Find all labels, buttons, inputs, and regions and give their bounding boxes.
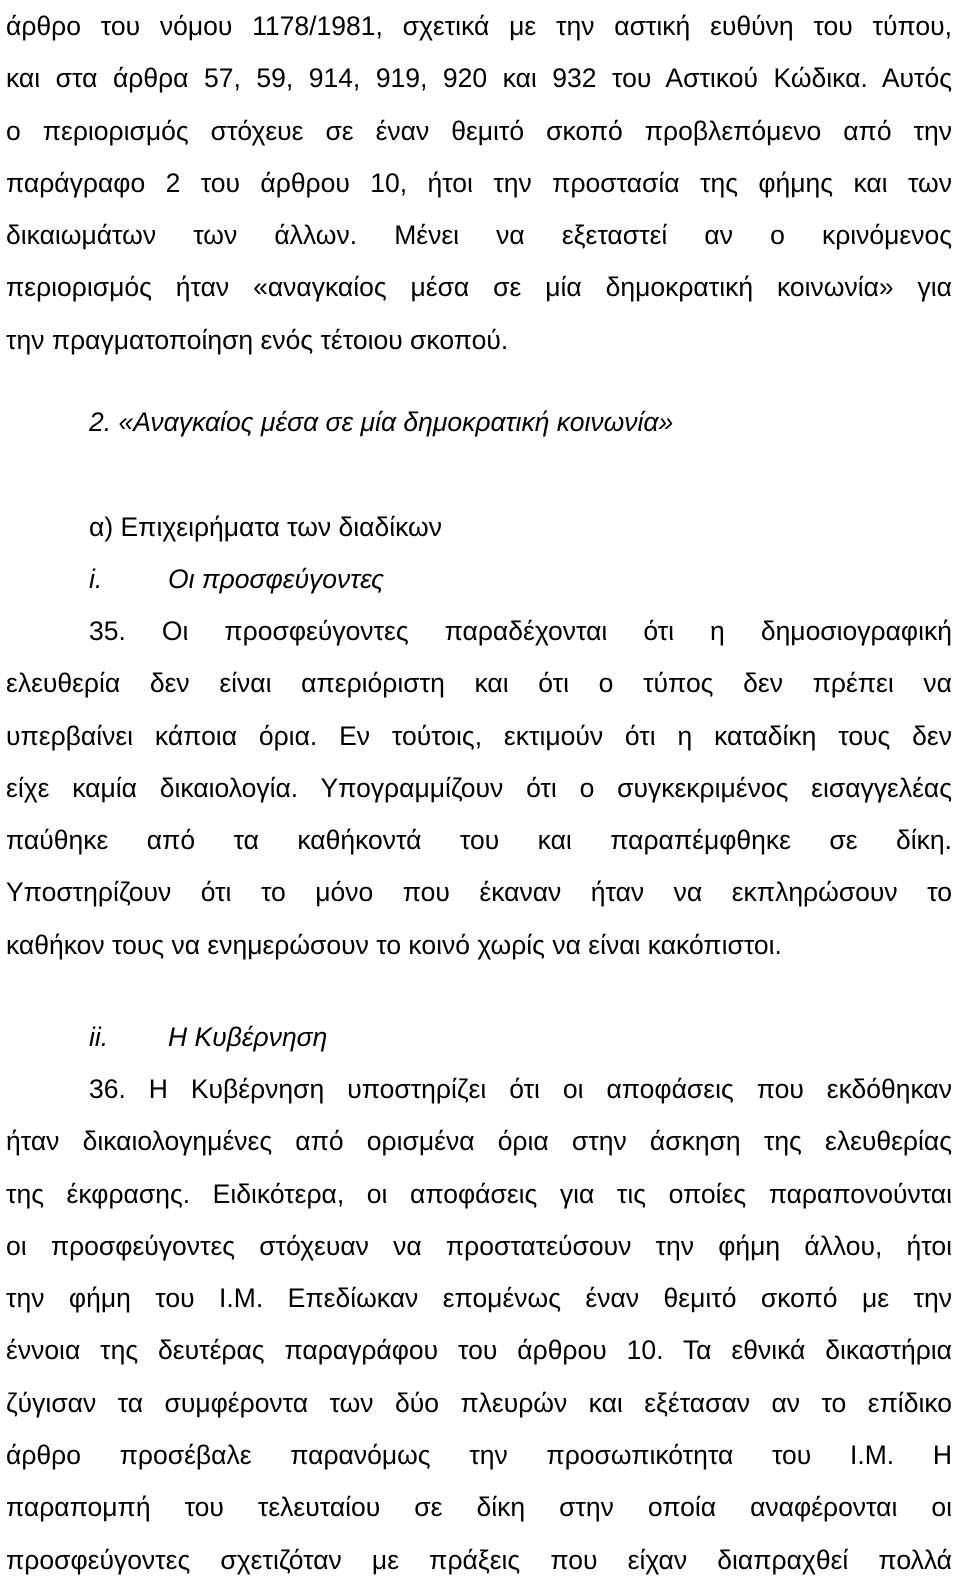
text-line: έννοια της δευτέρας παραγράφου του άρθρου 10. Τα εθνικά δικαστήρια xyxy=(6,1335,952,1366)
text-line: οι προσφεύγοντες στόχευαν να προστατεύσουν την φήμη άλλου, ήτοι xyxy=(6,1230,952,1261)
text-line: περιορισμός ήταν «αναγκαίος μέσα σε μία δημοκρατική κοινωνία» για xyxy=(6,272,952,303)
text-line: Υποστηρίζουν ότι το μόνο που έκαναν ήταν να εκπληρώσουν το xyxy=(6,877,952,908)
item-number: i. xyxy=(89,564,103,594)
text-line: την πραγματοποίηση ενός τέτοιου σκοπού. xyxy=(6,324,509,355)
text-line: ήταν δικαιολογημένες από ορισμένα όρια στην άσκηση της ελευθερίας xyxy=(6,1126,952,1157)
item-number: ii. xyxy=(89,1022,109,1052)
item-title: Οι προσφεύγοντες xyxy=(168,564,384,594)
text-line: και στα άρθρα 57, 59, 914, 919, 920 και 932 του Αστικού Κώδικα. Αυτός xyxy=(6,63,952,94)
text-line: προσφεύγοντες σχετιζόταν με πράξεις που είχαν διαπραχθεί πολλά xyxy=(6,1544,952,1575)
text-line: παύθηκε από τα καθήκοντά του και παραπέμφθηκε σε δίκη. xyxy=(6,825,952,856)
text-line: παραπομπή του τελευταίου σε δίκη στην οποία αναφέρονται οι xyxy=(6,1492,952,1523)
paragraph-top xyxy=(6,0,952,366)
paragraph-35 xyxy=(6,605,952,971)
item-title: Η Κυβέρνηση xyxy=(168,1022,328,1052)
subsection-heading: α) Επιχειρήματα των διαδίκων xyxy=(89,512,443,542)
paragraph-36 xyxy=(6,1063,952,1586)
text-line: άρθρο προσέβαλε παρανόμως την προσωπικότητα του Ι.Μ. Η xyxy=(6,1440,952,1471)
text-line: υπερβαίνει κάποια όρια. Εν τούτοις, εκτιμούν ότι η καταδίκη τους δεν xyxy=(6,720,952,751)
text-line: την φήμη του Ι.Μ. Επεδίωκαν επομένως έναν θεμιτό σκοπό με την xyxy=(6,1283,952,1314)
section-heading: 2. «Αναγκαίος μέσα σε μία δημοκρατική κοινωνία» xyxy=(89,407,674,437)
text-line: ελευθερία δεν είναι απεριόριστη και ότι ο τύπος δεν πρέπει να xyxy=(6,668,952,699)
text-line: άρθρο του νόμου 1178/1981, σχετικά με την αστική ευθύνη του τύπου, xyxy=(6,11,952,41)
text-line: ο περιορισμός στόχευε σε έναν θεμιτό σκοπό προβλεπόμενο από την xyxy=(6,115,952,146)
text-line: ζύγισαν τα συμφέροντα των δύο πλευρών και εξέτασαν αν το επίδικο xyxy=(6,1387,952,1418)
text-line: είχε καμία δικαιολογία. Υπογραμμίζουν ότι ο συγκεκριμένος εισαγγελέας xyxy=(6,772,952,803)
text-line: παράγραφο 2 του άρθρου 10, ήτοι την προστασία της φήμης και των xyxy=(6,167,952,198)
text-line: 36. Η Κυβέρνηση υποστηρίζει ότι οι αποφάσεις που εκδόθηκαν xyxy=(89,1074,952,1104)
text-line: της έκφρασης. Ειδικότερα, οι αποφάσεις για τις οποίες παραπονούνται xyxy=(6,1178,952,1209)
text-line: 35. Οι προσφεύγοντες παραδέχονται ότι η δημοσιογραφική xyxy=(89,616,952,646)
text-line: καθήκον τους να ενημερώσουν το κοινό χωρίς να είναι κακόπιστοι. xyxy=(6,929,782,960)
text-line: δικαιωμάτων των άλλων. Μένει να εξεταστεί αν ο κρινόμενος xyxy=(6,220,952,251)
